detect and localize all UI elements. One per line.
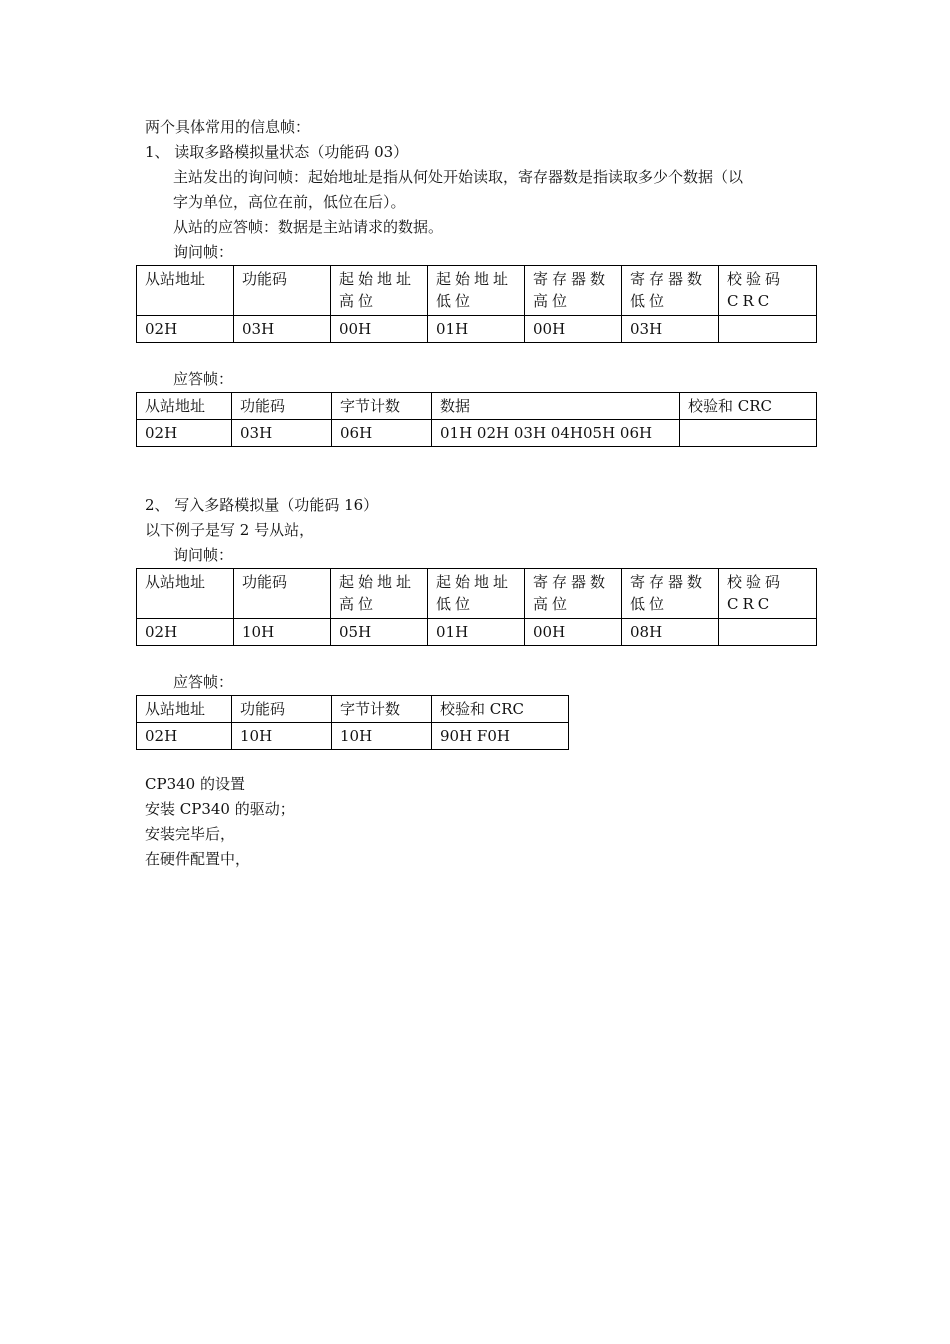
table-row [137,619,817,646]
table-cell: 02H [137,619,234,646]
header-cell: 校验码 CRC [719,266,817,316]
table-row [137,723,569,750]
table-header-row [137,569,817,619]
header-cell: 起始地址高位 [331,266,428,316]
header-cell: 起始地址高位 [331,569,428,619]
header-cell: 字节计数 [332,393,432,420]
table-header-row [137,393,817,420]
table-cell: 01H [428,619,525,646]
header-cell: 起始地址低位 [428,266,525,316]
table-cell [719,316,817,343]
header-cell: 数据 [432,393,680,420]
table-cell: 01H 02H 03H 04H05H 06H [432,420,680,447]
header-cell: 功能码 [232,696,332,723]
section2-reply-label: 应答帧： [173,673,234,691]
header-cell: 校验和 CRC [680,393,817,420]
section1-desc-line1: 主站发出的询问帧：起始地址是指从何处开始读取，寄存器数是指读取多少个数据（以 [173,168,744,186]
table-cell: 03H [232,420,332,447]
table-cell: 03H [622,316,719,343]
header-cell: 寄存器数高位 [525,266,622,316]
section1-title: 1、 读取多路模拟量状态（功能码 03） [145,143,409,161]
header-cell: 寄存器数低位 [622,569,719,619]
table-cell: 02H [137,723,232,750]
table-cell: 06H [332,420,432,447]
header-cell: 寄存器数低位 [622,266,719,316]
table-cell: 10H [232,723,332,750]
header-cell: 校验码 CRC [719,569,817,619]
section1-reply-table [136,392,817,447]
section1-desc-line2: 字为单位，高位在前，低位在后）。 [173,193,406,211]
table-cell: 01H [428,316,525,343]
section2-title: 2、 写入多路模拟量（功能码 16） [145,496,379,514]
header-cell: 校验和 CRC [432,696,569,723]
table-cell: 02H [137,316,234,343]
header-cell: 从站地址 [137,266,234,316]
section1-query-table [136,265,817,343]
cp340-line2: 安装完毕后， [145,825,236,843]
table-cell [680,420,817,447]
header-cell: 功能码 [234,569,331,619]
cp340-title: CP340 的设置 [145,775,245,793]
section2-query-table [136,568,817,646]
section1-reply-label: 应答帧： [173,370,234,388]
section1-desc-line3: 从站的应答帧：数据是主站请求的数据。 [173,218,444,236]
section2-query-label: 询问帧： [173,546,234,564]
table-header-row [137,696,569,723]
table-cell: 08H [622,619,719,646]
cp340-line3: 在硬件配置中， [145,850,251,868]
table-header-row [137,266,817,316]
table-row [137,316,817,343]
header-cell: 功能码 [232,393,332,420]
section1-query-label: 询问帧： [173,243,234,261]
table-cell: 03H [234,316,331,343]
table-cell: 90H F0H [432,723,569,750]
cp340-line1: 安装 CP340 的驱动； [145,800,295,818]
header-cell: 起始地址低位 [428,569,525,619]
intro-text: 两个具体常用的信息帧： [145,118,311,136]
table-cell: 02H [137,420,232,447]
section2-desc: 以下例子是写 2 号从站， [145,521,315,539]
header-cell: 字节计数 [332,696,432,723]
table-cell [719,619,817,646]
table-cell: 00H [525,619,622,646]
table-cell: 10H [332,723,432,750]
table-cell: 05H [331,619,428,646]
table-cell: 10H [234,619,331,646]
header-cell: 从站地址 [137,569,234,619]
table-row [137,420,817,447]
table-cell: 00H [331,316,428,343]
table-cell: 00H [525,316,622,343]
header-cell: 从站地址 [137,696,232,723]
header-cell: 寄存器数高位 [525,569,622,619]
header-cell: 功能码 [234,266,331,316]
header-cell: 从站地址 [137,393,232,420]
section2-reply-table [136,695,569,750]
